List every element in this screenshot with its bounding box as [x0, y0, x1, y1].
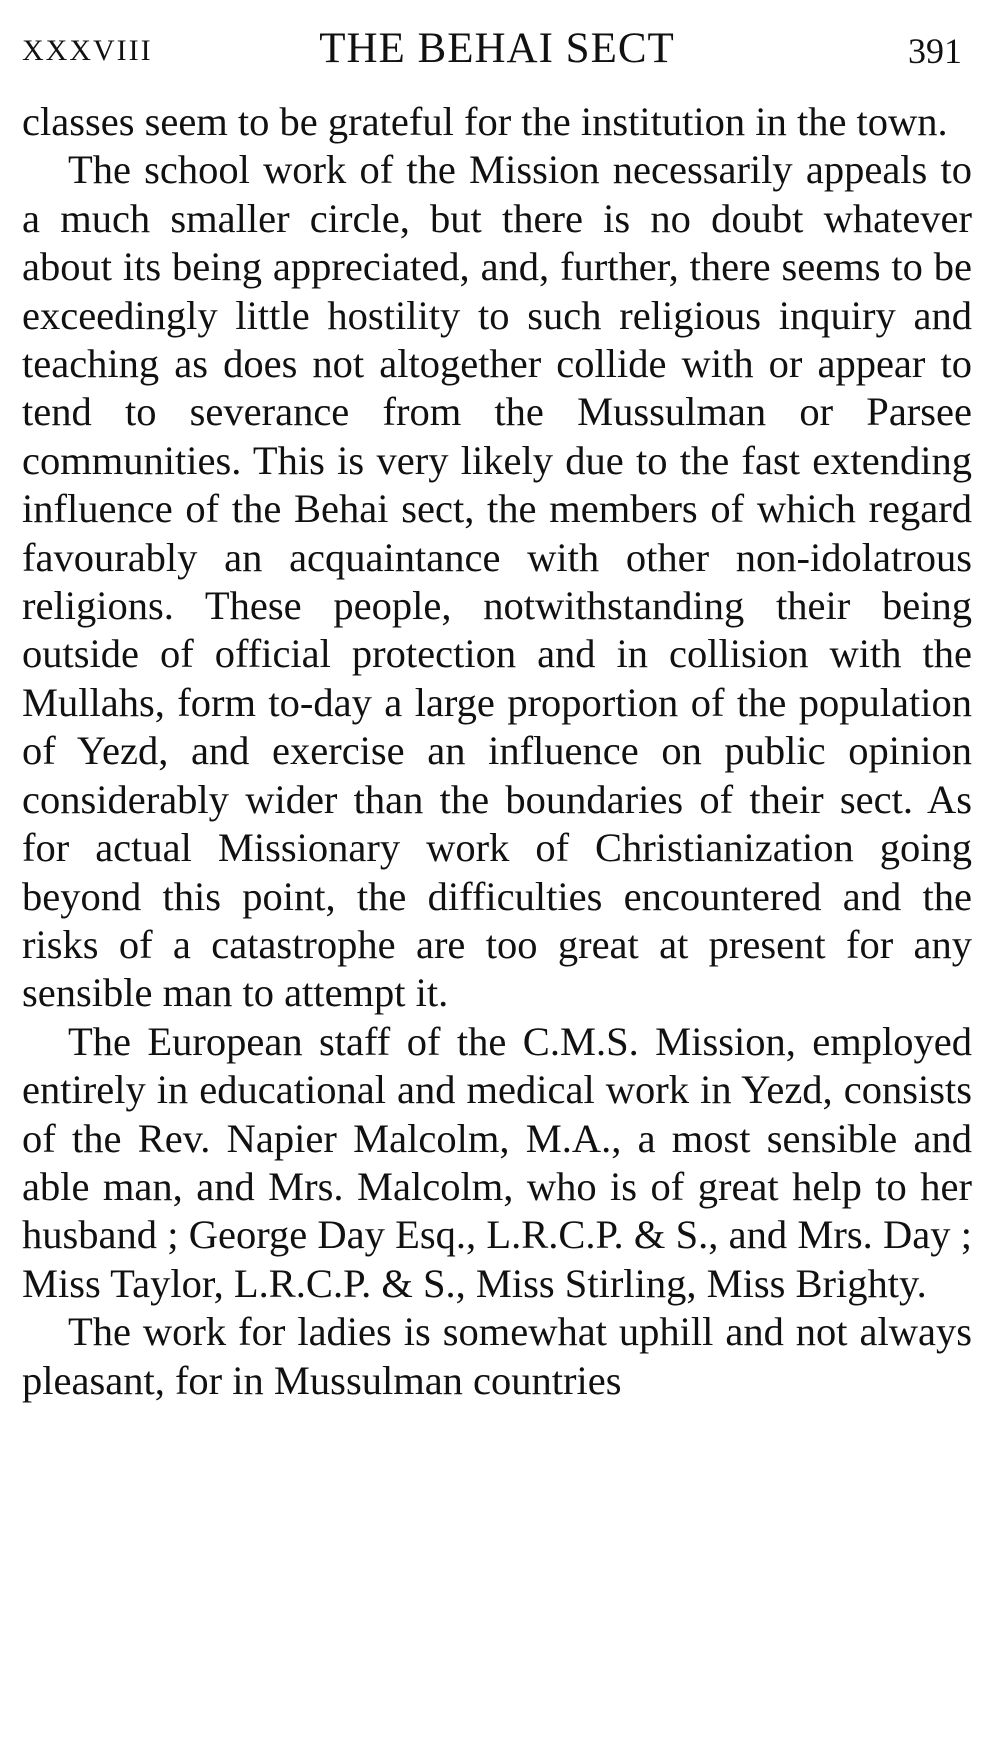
running-title: THE BEHAI SECT — [319, 25, 675, 72]
body-text — [22, 98, 972, 1405]
paragraph-continued: classes seem to be grateful for the institution in the town. — [22, 99, 948, 144]
paragraph-work-for-ladies: The work for ladies is somewhat uphill and not always pleasant, for in Mussulman countries — [22, 1309, 972, 1403]
page-header — [22, 18, 972, 78]
paragraph-school-work: The school work of the Mission necessarily appeals to a much smaller circle, but there is no doubt whatever about its being appreciated, and, further, there seems to be exceedingly little hostility to such religious inquiry and teaching as does not altogether collide with or appear to tend to severance from the Mussulman or Parsee communities. This is very likely due to the fast extending influence of the Behai sect, the members of which regard favourably an acquaintance with other non-idolatrous religions. These people, notwithstanding their being outside of official protection and in collision with the Mullahs, form to-day a large proportion of the population of Yezd, and exercise an influence on public opinion considerably wider than the boundaries of their sect. As for actual Missionary work of Christianization going beyond this point, the difficulties encountered and the risks of a catastrophe are too great at present for any sensible man to attempt it. — [22, 147, 972, 1016]
paragraph-european-staff: The European staff of the C.M.S. Mission, employed entirely in educational and medical work in Yezd, consists of the Rev. Napier Malcolm, M.A., a most sensible and able man, and Mrs. Malcolm, who is of great help to her husband ; George Day Esq., L.R.C.P. & S., and Mrs. Day ; Miss Taylor, L.R.C.P. & S., Miss Stirling, Miss Brighty. — [22, 1018, 972, 1306]
page-number: 391 — [908, 31, 962, 71]
chapter-number: XXXVIII — [22, 34, 153, 67]
